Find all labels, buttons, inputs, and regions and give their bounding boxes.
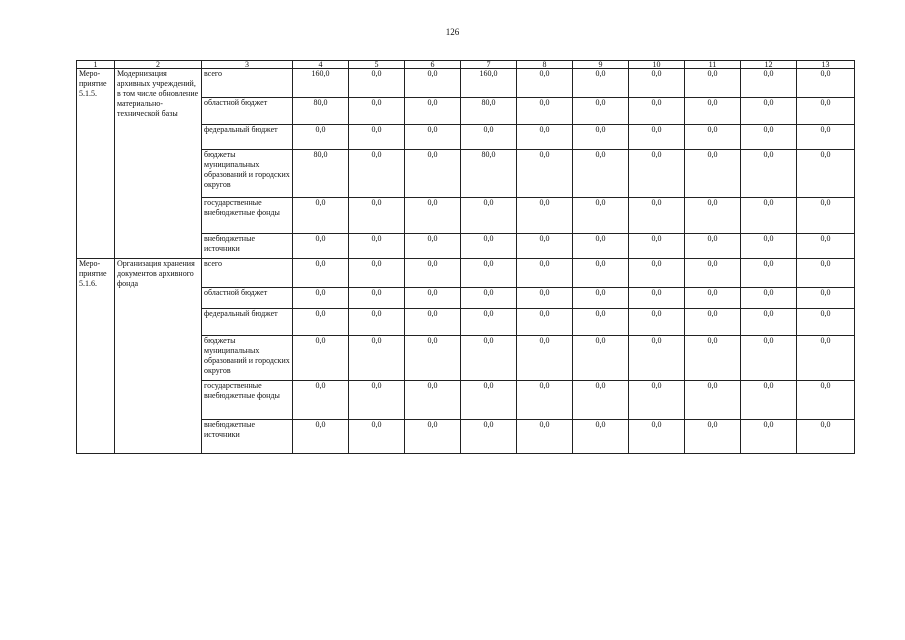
value-cell: 0,0 [797,198,855,234]
value-cell: 0,0 [517,125,573,150]
funding-source-cell: бюджеты муниципальных образований и городских округов [202,150,293,198]
value-cell: 0,0 [517,420,573,454]
value-cell: 0,0 [685,234,741,259]
value-cell: 0,0 [461,288,517,309]
value-cell: 0,0 [741,336,797,381]
value-cell: 0,0 [741,309,797,336]
value-cell: 0,0 [405,336,461,381]
value-cell: 0,0 [573,98,629,125]
value-cell: 0,0 [293,259,349,288]
value-cell: 0,0 [741,288,797,309]
value-cell: 0,0 [797,125,855,150]
value-cell: 0,0 [685,198,741,234]
value-cell: 0,0 [293,234,349,259]
value-cell: 0,0 [461,234,517,259]
value-cell: 0,0 [573,150,629,198]
value-cell: 0,0 [461,336,517,381]
value-cell: 0,0 [349,420,405,454]
funding-source-cell: федеральный бюджет [202,125,293,150]
value-cell: 0,0 [573,234,629,259]
column-header: 9 [573,61,629,69]
column-header: 11 [685,61,741,69]
event-name-cell: Модернизация архивных учреждений, в том числе обновление материально-технической базы [115,69,202,259]
value-cell: 0,0 [349,381,405,420]
value-cell: 0,0 [517,288,573,309]
value-cell: 0,0 [573,309,629,336]
value-cell: 0,0 [629,309,685,336]
value-cell: 0,0 [629,125,685,150]
funding-source-cell: областной бюджет [202,98,293,125]
value-cell: 0,0 [629,259,685,288]
value-cell: 0,0 [797,420,855,454]
value-cell: 0,0 [293,420,349,454]
page-number: 126 [445,27,460,37]
value-cell: 0,0 [349,309,405,336]
value-cell: 0,0 [461,420,517,454]
value-cell: 0,0 [405,309,461,336]
column-header: 12 [741,61,797,69]
value-cell: 0,0 [517,259,573,288]
value-cell: 0,0 [349,150,405,198]
funding-source-cell: бюджеты муниципальных образований и городских округов [202,336,293,381]
value-cell: 80,0 [461,98,517,125]
value-cell: 0,0 [797,259,855,288]
value-cell: 0,0 [797,288,855,309]
value-cell: 0,0 [797,309,855,336]
column-header: 4 [293,61,349,69]
event-code-cell: Меро- приятие 5.1.6. [77,259,115,454]
funding-source-cell: государственные внебюджетные фонды [202,198,293,234]
value-cell: 80,0 [461,150,517,198]
column-header: 6 [405,61,461,69]
value-cell: 0,0 [797,381,855,420]
value-cell: 0,0 [293,198,349,234]
value-cell: 0,0 [405,198,461,234]
value-cell: 0,0 [293,309,349,336]
value-cell: 0,0 [629,336,685,381]
value-cell: 0,0 [349,69,405,98]
value-cell: 0,0 [629,98,685,125]
value-cell: 0,0 [461,381,517,420]
funding-source-cell: внебюджетные источники [202,234,293,259]
value-cell: 0,0 [685,336,741,381]
value-cell: 0,0 [349,336,405,381]
column-header: 7 [461,61,517,69]
value-cell: 0,0 [573,198,629,234]
value-cell: 0,0 [517,98,573,125]
value-cell: 0,0 [405,98,461,125]
value-cell: 0,0 [517,336,573,381]
value-cell: 0,0 [517,381,573,420]
value-cell: 0,0 [573,381,629,420]
value-cell: 0,0 [797,150,855,198]
value-cell: 0,0 [461,309,517,336]
value-cell: 0,0 [349,259,405,288]
value-cell: 0,0 [405,381,461,420]
value-cell: 0,0 [685,381,741,420]
value-cell: 0,0 [741,420,797,454]
value-cell: 0,0 [405,150,461,198]
value-cell: 0,0 [685,125,741,150]
value-cell: 0,0 [629,150,685,198]
value-cell: 0,0 [629,381,685,420]
value-cell: 80,0 [293,150,349,198]
budget-table [76,60,855,454]
value-cell: 0,0 [293,288,349,309]
value-cell: 0,0 [629,288,685,309]
header-row [77,61,855,69]
value-cell: 0,0 [293,336,349,381]
column-header: 2 [115,61,202,69]
event-name-cell: Организация хранения документов архивного фонда [115,259,202,454]
value-cell: 0,0 [573,420,629,454]
value-cell: 0,0 [349,234,405,259]
table-row [77,259,855,288]
value-cell: 0,0 [741,198,797,234]
value-cell: 0,0 [573,288,629,309]
value-cell: 0,0 [517,69,573,98]
value-cell: 0,0 [517,198,573,234]
value-cell: 0,0 [685,69,741,98]
column-header: 8 [517,61,573,69]
value-cell: 0,0 [629,198,685,234]
value-cell: 0,0 [741,381,797,420]
value-cell: 0,0 [573,125,629,150]
column-header: 10 [629,61,685,69]
value-cell: 0,0 [685,259,741,288]
value-cell: 160,0 [461,69,517,98]
funding-source-cell: федеральный бюджет [202,309,293,336]
value-cell: 0,0 [405,420,461,454]
table-row [77,69,855,98]
value-cell: 80,0 [293,98,349,125]
value-cell: 0,0 [685,98,741,125]
column-header: 3 [202,61,293,69]
value-cell: 0,0 [741,125,797,150]
value-cell: 0,0 [461,259,517,288]
value-cell: 0,0 [797,98,855,125]
value-cell: 0,0 [741,259,797,288]
value-cell: 0,0 [517,234,573,259]
value-cell: 0,0 [405,69,461,98]
value-cell: 0,0 [685,150,741,198]
value-cell: 0,0 [349,288,405,309]
column-header: 5 [349,61,405,69]
column-header: 1 [77,61,115,69]
funding-source-cell: областной бюджет [202,288,293,309]
value-cell: 0,0 [573,336,629,381]
value-cell: 0,0 [349,98,405,125]
value-cell: 0,0 [797,69,855,98]
value-cell: 0,0 [293,125,349,150]
funding-source-cell: государственные внебюджетные фонды [202,381,293,420]
value-cell: 0,0 [741,69,797,98]
value-cell: 0,0 [517,309,573,336]
funding-source-cell: внебюджетные источники [202,420,293,454]
column-header: 13 [797,61,855,69]
value-cell: 0,0 [741,98,797,125]
value-cell: 160,0 [293,69,349,98]
value-cell: 0,0 [517,150,573,198]
value-cell: 0,0 [461,125,517,150]
value-cell: 0,0 [685,420,741,454]
value-cell: 0,0 [405,234,461,259]
value-cell: 0,0 [405,288,461,309]
funding-source-cell: всего [202,259,293,288]
value-cell: 0,0 [293,381,349,420]
value-cell: 0,0 [741,150,797,198]
funding-source-cell: всего [202,69,293,98]
value-cell: 0,0 [405,259,461,288]
value-cell: 0,0 [349,198,405,234]
value-cell: 0,0 [629,69,685,98]
value-cell: 0,0 [573,69,629,98]
value-cell: 0,0 [629,234,685,259]
value-cell: 0,0 [405,125,461,150]
value-cell: 0,0 [349,125,405,150]
value-cell: 0,0 [461,198,517,234]
value-cell: 0,0 [685,309,741,336]
event-code-cell: Меро- приятие 5.1.5. [77,69,115,259]
value-cell: 0,0 [685,288,741,309]
value-cell: 0,0 [629,420,685,454]
value-cell: 0,0 [797,336,855,381]
value-cell: 0,0 [797,234,855,259]
value-cell: 0,0 [573,259,629,288]
value-cell: 0,0 [741,234,797,259]
